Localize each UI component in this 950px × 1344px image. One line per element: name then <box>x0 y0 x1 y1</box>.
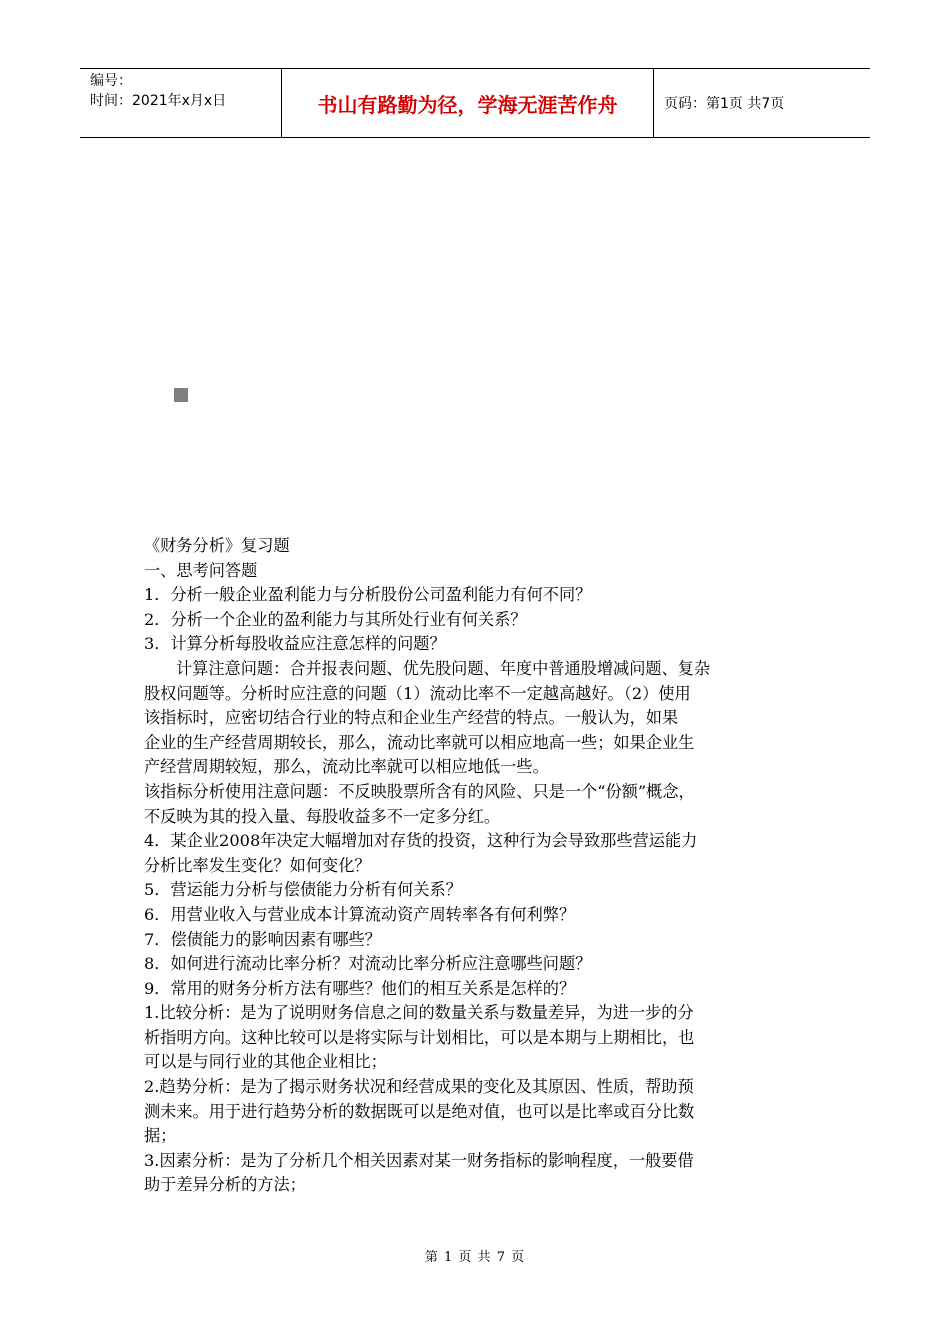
section-heading: 一、思考问答题 <box>144 560 258 580</box>
page-header <box>80 68 870 138</box>
question-4: 4．某企业2008年决定大幅增加对存货的投资，这种行为会导致那些营运能力 <box>144 831 698 851</box>
question-2: 2．分析一个企业的盈利能力与其所处行业有何关系？ <box>144 609 527 629</box>
question-7: 7．偿债能力的影响因素有哪些？ <box>144 929 381 949</box>
answer-3-line: 该指标分析使用注意问题：不反映股票所含有的风险、只是一个“份额”概念， <box>144 781 695 801</box>
question-6: 6．用营业收入与营业成本计算流动资产周转率各有何利弊？ <box>144 904 576 924</box>
question-5: 5．营运能力分析与偿债能力分析有何关系？ <box>144 880 462 900</box>
answer-3-line: 产经营周期较短，那么，流动比率就可以相应地低一些。 <box>144 757 549 777</box>
answer-9-line: 3.因素分析：是为了分析几个相关因素对某一财务指标的影响程度，一般要借 <box>144 1150 694 1170</box>
header-page-info: 页码：第1页 共7页 <box>664 96 785 112</box>
question-9: 9．常用的财务分析方法有哪些？他们的相互关系是怎样的？ <box>144 978 576 998</box>
question-4-cont: 分析比率发生变化？如何变化？ <box>144 855 371 875</box>
answer-9-line: 析指明方向。这种比较可以是将实际与计划相比，可以是本期与上期相比，也 <box>144 1027 695 1047</box>
answer-3-line: 该指标时，应密切结合行业的特点和企业生产经营的特点。一般认为，如果 <box>144 708 679 728</box>
answer-3-line: 股权问题等。分析时应注意的问题（1）流动比率不一定越高越好。（2）使用 <box>144 683 691 703</box>
question-8: 8．如何进行流动比率分析？对流动比率分析应注意哪些问题？ <box>144 954 592 974</box>
image-placeholder-icon <box>174 388 188 402</box>
question-1: 1．分析一般企业盈利能力与分析股份公司盈利能力有何不同？ <box>144 585 592 605</box>
answer-9-line: 助于差异分析的方法； <box>144 1175 306 1195</box>
document-time-label: 时间：2021年x月x日 <box>90 93 227 109</box>
page-footer: 第 1 页 共 7 页 <box>424 1250 526 1265</box>
doc-title: 《财务分析》复习题 <box>144 536 290 555</box>
question-3: 3．计算分析每股收益应注意怎样的问题？ <box>144 634 446 654</box>
answer-3-line: 企业的生产经营周期较长，那么，流动比率就可以相应地高一些；如果企业生 <box>144 732 695 752</box>
document-number-label: 编号： <box>90 73 132 89</box>
answer-3-line: 不反映为其的投入量、每股收益多不一定多分红。 <box>144 806 501 826</box>
answer-9-line: 测未来。用于进行趋势分析的数据既可以是绝对值，也可以是比率或百分比数 <box>144 1101 695 1121</box>
answer-9-line: 2.趋势分析：是为了揭示财务状况和经营成果的变化及其原因、性质，帮助预 <box>144 1077 694 1097</box>
answer-9-line: 可以是与同行业的其他企业相比； <box>144 1052 387 1072</box>
header-motto: 书山有路勤为径，学海无涯苦作舟 <box>282 69 654 137</box>
answer-9-line: 1.比较分析：是为了说明财务信息之间的数量关系与数量差异，为进一步的分 <box>144 1003 694 1023</box>
document-body <box>144 534 814 1198</box>
header-meta <box>80 69 282 137</box>
answer-3-line: 计算注意问题：合并报表问题、优先股问题、年度中普通股增减问题、复杂 <box>176 658 711 678</box>
answer-9-line: 据； <box>144 1126 177 1146</box>
